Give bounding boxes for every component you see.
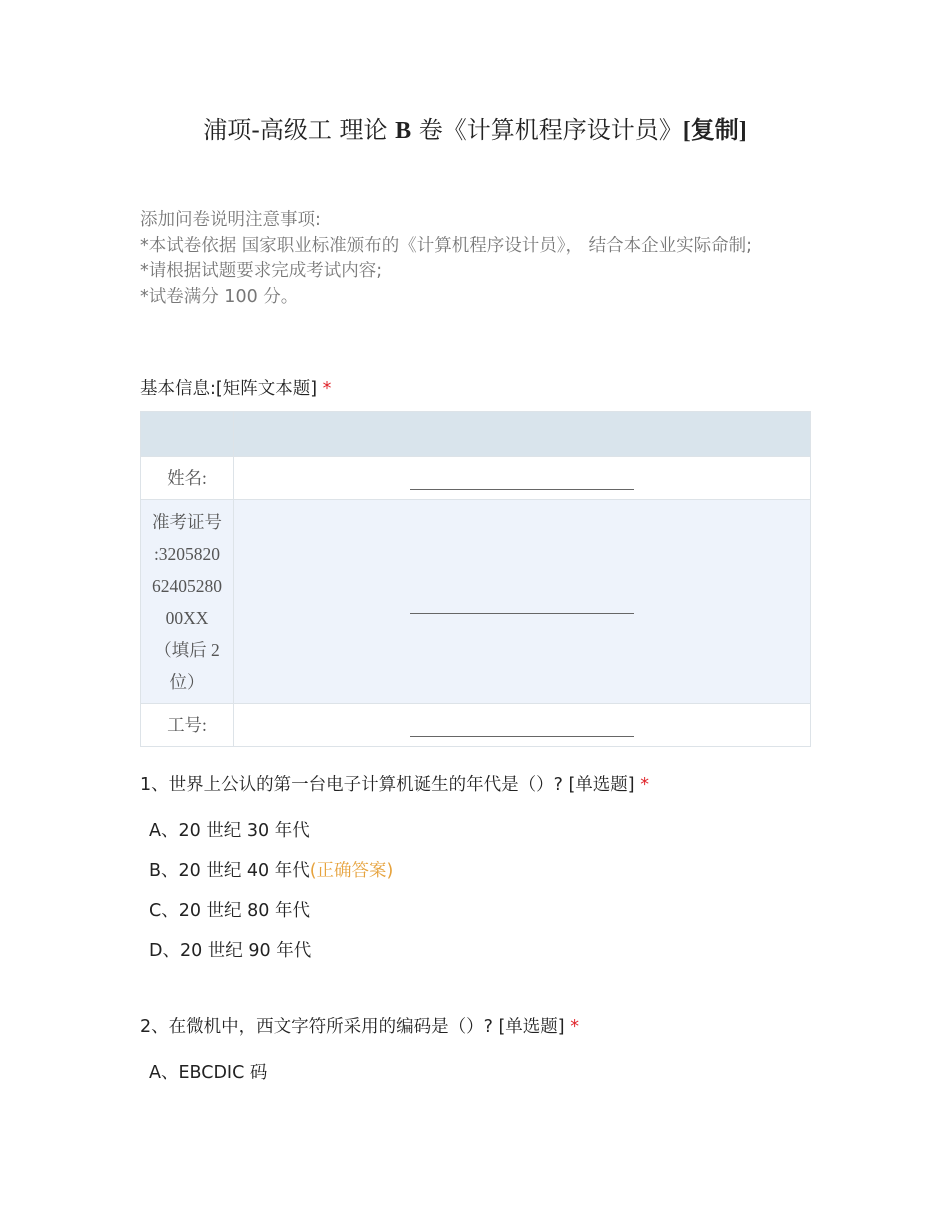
survey-title [0, 110, 950, 145]
option-text: C、20 世纪 80 年代 [149, 901, 310, 921]
input-underline[interactable] [410, 603, 634, 614]
survey-notes [140, 208, 840, 310]
required-mark: * [322, 379, 332, 399]
option-text: A、EBCDIC 码 [149, 1063, 268, 1083]
title-bold: B [395, 118, 412, 144]
matrix-header-cell [234, 412, 811, 457]
name-input[interactable] [234, 457, 811, 500]
correct-answer-note: (正确答案) [309, 861, 394, 881]
notes-line: *本试卷依据 国家职业标准颁布的《计算机程序设计员》， 结合本企业实际命制; [140, 235, 753, 256]
question-1-title [140, 771, 649, 796]
matrix-row-employee-id [141, 704, 811, 747]
input-underline[interactable] [410, 479, 634, 490]
title-suffix: [复制] [682, 118, 747, 144]
question-text: 2、在微机中，西文字符所采用的编码是（）? [单选题] [140, 1017, 565, 1037]
employee-id-input[interactable] [234, 704, 811, 747]
required-mark: * [640, 775, 649, 795]
row-label: 工号: [141, 704, 234, 747]
row-label-line: 00XX [165, 607, 209, 628]
q1-option-d[interactable] [149, 937, 311, 962]
basic-info-matrix [140, 411, 811, 747]
matrix-row-name [141, 457, 811, 500]
row-label-line: :3205820 [153, 543, 221, 564]
matrix-header-row [141, 412, 811, 457]
notes-heading: 添加问卷说明注意事项: [140, 210, 321, 230]
q1-option-b[interactable] [149, 857, 393, 882]
matrix-row-exam-id [141, 500, 811, 704]
notes-line: *试卷满分 100 分。 [140, 286, 299, 307]
required-mark: * [570, 1017, 579, 1037]
q1-option-a[interactable] [149, 817, 310, 842]
basic-info-title [140, 375, 331, 400]
q2-option-a[interactable] [149, 1059, 267, 1084]
title-pre: 浦项-高级工 理论 [203, 116, 396, 144]
option-text: A、20 世纪 30 年代 [149, 821, 310, 841]
input-underline[interactable] [410, 726, 634, 737]
title-post: 卷《计算机程序设计员》 [411, 116, 683, 144]
row-label: 姓名: [141, 457, 234, 500]
exam-id-input[interactable] [234, 500, 811, 704]
row-label-line: （填后 2 [154, 639, 220, 660]
notes-line: *请根据试题要求完成考试内容; [140, 261, 383, 281]
question-text: 1、世界上公认的第一台电子计算机诞生的年代是（）? [单选题] [140, 775, 635, 795]
matrix-header-cell [141, 412, 234, 457]
q1-option-c[interactable] [149, 897, 310, 922]
row-label-line: 准考证号 [152, 511, 222, 532]
row-label-line: 位） [169, 671, 205, 692]
row-label-line: 62405280 [152, 575, 222, 596]
row-label [141, 500, 234, 704]
option-text: B、20 世纪 40 年代 [149, 861, 310, 881]
basic-info-title-text: 基本信息:[矩阵文本题] [140, 379, 318, 399]
option-text: D、20 世纪 90 年代 [149, 941, 312, 961]
question-2-title [140, 1013, 579, 1038]
